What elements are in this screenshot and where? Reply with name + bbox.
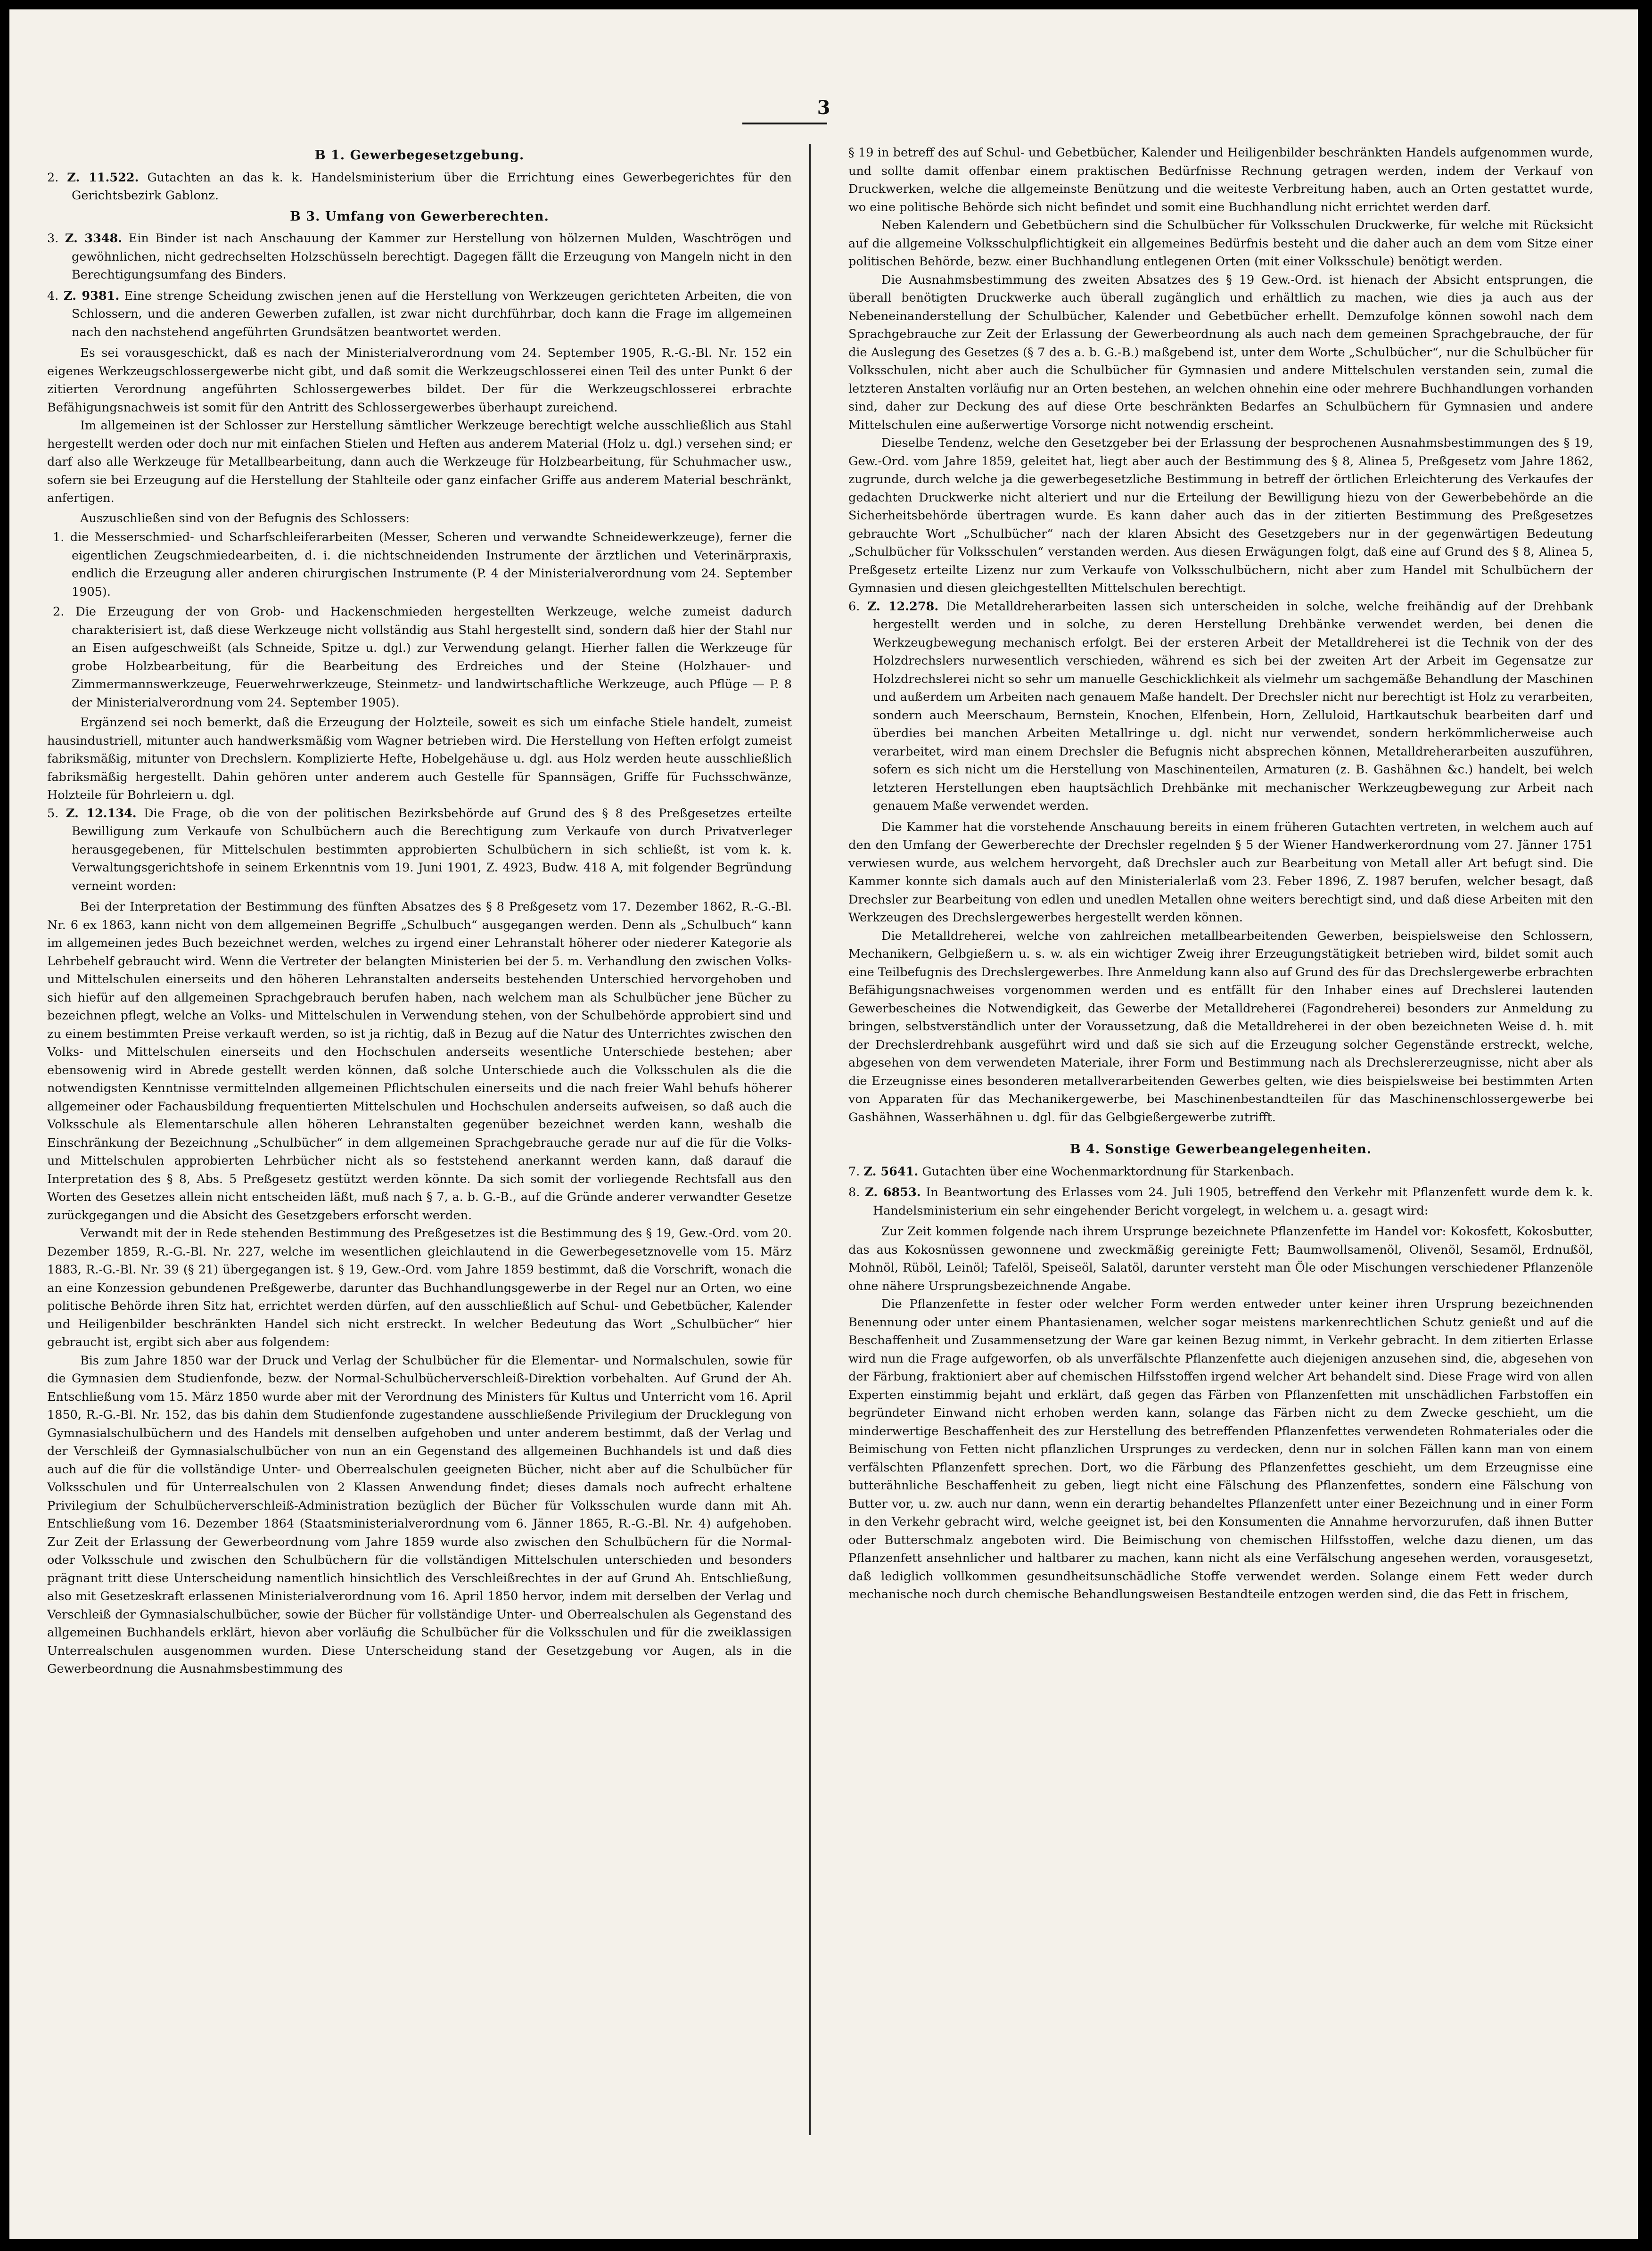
column-divider <box>809 144 811 2135</box>
exclusion-item-2: 2. Die Erzeugung der von Grob- und Hackenschmieden hergestellten Werkzeuge, welche zumeist dadurch charakterisiert ist, daß diese Werkzeuge nicht vollständig aus Stahl hergestellt sind, sondern daß hier der Stahl nur an Eisen aufgeschweißt (als Schneide, Spitze u. dgl.) zur Verwendung gelangt. Hierher fallen die Werkzeuge für grobe Holzbearbeitung, für die Bearbeitung des Erdreiches und der Steine (Holzhauer- und Zimmermannswerkzeuge, Feuerwehrwerkzeuge, Steinmetz- und landwirtschaftliche Werkzeuge, auch Pflüge — P. 8 der Ministerialverordnung vom 24. September 1905). <box>53 605 792 710</box>
paragraph: Die Kammer hat die vorstehende Anschauung bereits in einem früheren Gutachten vertreten, in welchem auch auf den den Umfang der Gewerberechte der Drechsler regelnden § 5 der Wiener Handwerkerordnung vom 27. Jänner 1751 verwiesen wurde, aus welchem hervorgeht, daß Drechsler auch zur Bearbeitung von Metall aller Art befugt sind. Die Kammer konnte sich damals auch auf den Ministerialerlaß vom 23. Feber 1896, Z. 1987 berufen, welcher besagt, daß Drechsler zur Bearbeitung von edlen und unedlen Metallen ohne weiters berechtigt sind, und daß diese Arbeiten mit den Werkzeugen des Drechslergewerbes hergestellt werden können. <box>848 820 1593 925</box>
page-number: 3 <box>817 97 830 119</box>
entry-text: Gutachten an das k. k. Handelsministerium über die Errichtung eines Gewerbegerichtes für den Gerichtsbezirk Gablonz. <box>72 170 792 203</box>
entry-text: Die Frage, ob die von der politischen Bezirksbehörde auf Grund des § 8 des Preßgesetzes erteilte Bewilligung zum Verkaufe von Schulbüchern auch die Berechtigung zum Verkaufe von durch Privatverleger herausgegebenen, für Mittelschulen bestimmten approbierten Schulbüchern in sich schließt, ist vom k. k. Verwaltungsgerichtshofe in seinem Erkenntnis vom 19. Juni 1901, Z. 4923, Budw. 418 A, mit folgender Begründung verneint worden: <box>72 806 792 893</box>
entry-number: 2. <box>47 170 59 185</box>
entry-reference: Z. 12.278. <box>867 599 939 614</box>
entry-reference: Z. 9381. <box>63 288 120 303</box>
entry-2 <box>47 169 792 205</box>
entry-reference: Z. 11.522. <box>67 170 139 185</box>
page-number-rule <box>742 123 827 124</box>
entry-8 <box>848 1183 1593 1220</box>
paragraph: Bis zum Jahre 1850 war der Druck und Verlag der Schulbücher für die Elementar- und Normalschulen, sowie für die Gymnasien dem Studienfonde, bezw. der Normal-Schulbücherverschleiß-Direktion vorbehalten. Auf Grund der Ah. Entschließung vom 15. März 1850 wurde aber mit der Verordnung des Ministers für Kultus und Unterricht vom 16. April 1850, R.-G.-Bl. Nr. 152, das bis dahin dem Studienfonde zugestandene ausschließende Privilegium der Drucklegung von Gymnasialschulbüchern und des Handels mit denselben aufgehoben und unter anderem bestimmt, daß der Verlag und der Verschleiß der Gymnasialschulbücher von nun an ein Gegenstand des allgemeinen Buchhandels ist und daß dies auch auf die für die vollständige Unter- und Oberrealschulen geeigneten Bücher, nicht aber auf die Schulbücher für Volksschulen und für Unterrealschulen von 2 Klassen Anwendung findet; dieses damals noch aufrecht erhaltene Privilegium der Schulbücherverschleiß-Administration bezüglich der Bücher für Volksschulen wurde dann mit Ah. Entschließung vom 16. Dezember 1864 (Staatsministerialverordnung vom 6. Jänner 1865, R.-G.-Bl. Nr. 4) aufgehoben. Zur Zeit der Erlassung der Gewerbeordnung vom Jahre 1859 wurde also zwischen den Schulbüchern für die Normal- oder Volksschule und zwischen den Schulbüchern für die vollständigen Mittelschulen unterschieden und besonders prägnant tritt diese Unterscheidung namentlich hinsichtlich des Verschleißrechtes in der auf Grund Ah. Entschließung, also mit Gesetzeskraft erlassenen Ministerialverordnung vom 16. April 1850 hervor, indem mit derselben der Verlag und Verschleiß der Gymnasialschulbücher, sowie der Bücher für vollständige Unter- und Oberrealschulen als Gegenstand des allgemeinen Buchhandels erklärt, hievon aber vorläufig die Schulbücher für die Volksschulen und für die zweiklassigen Unterrealschulen ausgenommen wurden. Diese Unterscheidung stand der Gesetzgebung vor Augen, als in die Gewerbeordnung die Ausnahmsbestimmung des <box>47 1353 792 1676</box>
paragraph: Neben Kalendern und Gebetbüchern sind die Schulbücher für Volksschulen Druckwerke, für welche mit Rücksicht auf die allgemeine Volksschulpflichtigkeit ein allgemeines Bedürfnis besteht und die daher auch an dem vom Sitze einer politischen Behörde, bezw. einer Buchhandlung entlegenen Orten (mit einer Volksschule) benötigt werden. <box>848 218 1593 269</box>
entry-reference: Z. 12.134. <box>66 806 137 821</box>
entry-7 <box>848 1163 1593 1181</box>
entry-6 <box>848 598 1593 815</box>
entry-number: 5. <box>47 806 59 821</box>
paragraph: Dieselbe Tendenz, welche den Gesetzgeber bei der Erlassung der besprochenen Ausnahmsbestimmungen des § 19, Gew.-Ord. vom Jahre 1859, geleitet hat, liegt aber auch der Bestimmung des § 8, Alinea 5, Preßgesetz vom Jahre 1862, zugrunde, durch welche ja die gewerbegesetzliche Bestimmung in betreff der örtlichen Erleichterung des Verkaufes der gedachten Druckwerke nicht alteriert und nur die Erteilung der Bewilligung hiezu von der Gewerbebehörde an die Sicherheitsbehörde übertragen wurde. Es kann daher auch das in der zitierten Bestimmung des Preßgesetzes gebrauchte Wort „Schulbücher“ nach der klaren Absicht des Gesetzgebers nur in der gegenwärtigen Bedeutung „Schulbücher für Volksschulen“ verstanden werden. Aus diesen Erwägungen folgt, daß eine auf Grund des § 8, Alinea 5, Preßgesetz erteilte Lizenz nur zum Verkaufe von Volksschulbüchern, nicht aber zum Handel mit Schulbüchern der Gymnasien und diesen gleichgestellten Mittelschulen berechtigt. <box>848 436 1593 595</box>
entry-number: 4. <box>47 288 59 303</box>
entry-reference: Z. 5641. <box>863 1164 919 1179</box>
entry-number: 7. <box>848 1164 860 1179</box>
paragraph: Es sei vorausgeschickt, daß es nach der Ministerialverordnung vom 24. September 1905, R.-G.-Bl. Nr. 152 ein eigenes Werkzeugschlossergewerbe nicht gibt, und daß somit die Werkzeugschlosserei einen Teil des unter Punkt 6 der zitierten Verordnung angeführten Schlossergewerbes bildet. Der für die Werkzeugschlosserei erbrachte Befähigungsnachweis ist somit für den Antritt des Schlossergewerbes überhaupt zureichend. <box>47 346 792 415</box>
paragraph: Zur Zeit kommen folgende nach ihrem Ursprunge bezeichnete Pflanzenfette im Handel vor: Kokosfett, Kokosbutter, das aus Kokosnüssen gewonnene und zweckmäßig gereinigte Fett; Baumwollsamenöl, Olivenöl, Sesamöl, Erdnußöl, Mohnöl, Rüböl, Leinöl; Tafelöl, Speiseöl, Salatöl, darunter versteht man Öle oder Mischungen verschiedener Pflanzenöle ohne nähere Ursprungsbezeichnende Angabe. <box>848 1224 1593 1293</box>
entry-5 <box>47 805 792 895</box>
paragraph: Ergänzend sei noch bemerkt, daß die Erzeugung der Holzteile, soweit es sich um einfache Stiele handelt, zumeist hausindustriell, mitunter auch handwerksmäßig vom Wagner betrieben wird. Die Herstellung von Heften erfolgt zumeist fabriksmäßig, mitunter von Drechslern. Komplizierte Hefte, Hobelgehäuse u. dgl. aus Holz werden heute ausschließlich fabriksmäßig hergestellt. Dahin gehören unter anderem auch Gestelle für Spannsägen, Griffe für Fuchsschwänze, Holzteile für Bohrleiern u. dgl. <box>47 715 792 802</box>
entry-number: 8. <box>848 1185 860 1199</box>
paragraph: Die Pflanzenfette in fester oder welcher Form werden entweder unter keiner ihren Ursprung bezeichnenden Benennung oder unter einem Phantasienamen, welcher sogar meistens markenrechtlichen Schutz genießt und auf die Beschaffenheit und Zusammensetzung der Ware gar keinen Bezug nimmt, in Verkehr gebracht. In dem zitierten Erlasse wird nun die Frage aufgeworfen, ob als unverfälschte Pflanzenfette auch diejenigen anzusehen sind, die, abgesehen von der Färbung, fraktioniert aber auf chemischen Hilfsstoffen irgend welcher Art behandelt sind. Diese Frage wird von allen Experten einstimmig bejaht und erklärt, daß gegen das Färben von Pflanzenfetten mit unschädlichen Farbstoffen ein begründeter Einwand nicht erhoben werden kann, solange das Färben nicht zu dem Zwecke geschieht, um die minderwertige Beschaffenheit des zur Herstellung des betreffenden Pflanzenfettes verwendeten Rohmateriales oder die Beimischung von Fetten nicht pflanzlichen Ursprunges zu verdecken, denn nur in solchen Fällen kann man von einem verfälschten Pflanzenfett sprechen. Dort, wo die Färbung des Pflanzenfettes geschieht, um dem Erzeugnisse eine butterähnliche Beschaffenheit zu geben, liegt nicht eine Fälschung des Pflanzenfettes, sondern eine Fälschung von Butter vor, u. zw. auch nur dann, wenn ein derartig behandeltes Pflanzenfett unter einer Bezeichnung und in einer Form in den Verkehr gebracht wird, welche geeignet ist, bei den Konsumenten die Annahme hervorzurufen, daß ihnen Butter oder Butterschmalz angeboten wird. Die Beimischung von chemischen Hilfsstoffen, welche dazu dienen, um das Pflanzenfett ansehnlicher und haltbarer zu machen, kann nicht als eine Verfälschung angesehen werden, vorausgesetzt, daß lediglich vollkommen gesundheitsunschädliche Stoffe verwendet werden. Solange einem Fett weder durch mechanische noch durch chemische Behandlungsweisen Bestandteile entzogen werden sind, die das Fett in frischem, <box>848 1297 1593 1602</box>
section-heading-b1: B 1. Gewerbegesetzgebung. <box>314 148 525 163</box>
entry-text: Gutachten über eine Wochenmarktordnung für Starkenbach. <box>922 1164 1294 1179</box>
exclusions-intro: Auszuschließen sind von der Befugnis des Schlossers: <box>80 511 410 526</box>
paragraph: Verwandt mit der in Rede stehenden Bestimmung des Preßgesetzes ist die Bestimmung des § 19, Gew.-Ord. vom 20. Dezember 1859, R.-G.-Bl. Nr. 227, welche im wesentlichen gleichlautend in die Gewerbegesetznovelle vom 15. März 1883, R.-G.-Bl. Nr. 39 (§ 21) übergegangen ist. § 19, Gew.-Ord. vom Jahre 1859 bestimmt, daß die Vorschrift, wonach die an eine Konzession gebundenen Preßgewerbe, darunter das Buchhandlungsgewerbe in der Regel nur an Orten, wo eine politische Behörde ihren Sitz hat, errichtet werden dürfen, auf den ausschließlich auf Schul- und Gebetbücher, Kalender und Heiligenbilder beschränkten Handel sich nicht erstreckt. In welcher Bedeutung das Wort „Schulbücher“ hier gebraucht ist, ergibt sich aber aus folgendem: <box>47 1226 792 1349</box>
entry-reference: Z. 6853. <box>865 1185 921 1199</box>
entry-3 <box>47 230 792 284</box>
document-page <box>9 9 1638 2239</box>
right-column <box>848 144 1593 2161</box>
section-heading-b3: B 3. Umfang von Gewerberechten. <box>290 209 549 224</box>
section-heading-b4: B 4. Sonstige Gewerbeangelegenheiten. <box>1069 1142 1372 1157</box>
entry-number: 3. <box>47 231 59 246</box>
entry-reference: Z. 3348. <box>65 231 123 246</box>
left-column <box>47 144 792 2161</box>
entry-number: 6. <box>848 599 860 614</box>
exclusion-item-1: 1. die Messerschmied- und Scharfschleiferarbeiten (Messer, Scheren und verwandte Schneidewerkzeuge), ferner die eigentlichen Zeugschmiedearbeiten, d. i. die nichtschneidenden Instrumente der ärztlichen und Veterinärpraxis, endlich die Erzeugung aller anderen chirurgischen Instrumente (P. 4 der Ministerialverordnung vom 24. September 1905). <box>53 530 792 599</box>
paragraph: Die Metalldreherei, welche von zahlreichen metallbearbeitenden Gewerben, beispielsweise den Schlossern, Mechanikern, Gelbgießern u. s. w. als ein wichtiger Zweig ihrer Erzeugungstätigkeit betrieben wird, bildet somit auch eine Teilbefugnis des Drechslergewerbes. Ihre Anmeldung kann also auf Grund des für das Drechslergewerbe erbrachten Befähigungsnachweises vorgenommen werden und es entfällt für den Inhaber eines auf Drechslerei lautenden Gewerbescheines die Notwendigkeit, das Gewerbe der Metalldreherei (Fagondreherei) besonders zur Anmeldung zu bringen, selbstverständlich unter der Voraussetzung, daß die Metalldreherei in der oben bezeichneten Weise d. h. mit der Drechslerdrehbank ausgeführt wird und daß sie sich auf die Erzeugung solcher Gegenstände erstreckt, welche, abgesehen von dem verwendeten Materiale, ihrer Form und Bestimmung nach als Drechslererzeugnisse, nicht aber als die Erzeugnisse eines besonderen metallverarbeitenden Gewerbes gelten, wie dies beispielsweise bei bestimmten Arten von Apparaten für das Mechanikergewerbe, bei Maschinenbestandteilen für das Maschinenschlossergewerbe bei Gashähnen, Wasserhähnen u. dgl. für das Gelbgießergewerbe zutrifft. <box>848 928 1593 1125</box>
entry-text: Ein Binder ist nach Anschauung der Kammer zur Herstellung von hölzernen Mulden, Waschtrögen und gewöhnlichen, nicht gedrechselten Holzschüsseln berechtigt. Dagegen fällt die Erzeugung von Mangeln nicht in den Berechtigungsumfang des Binders. <box>72 231 792 282</box>
paragraph: Bei der Interpretation der Bestimmung des fünften Absatzes des § 8 Preßgesetz vom 17. Dezember 1862, R.-G.-Bl. Nr. 6 ex 1863, kann nicht von dem allgemeinen Begriffe „Schulbuch“ ausgegangen werden. Denn als „Schulbuch“ kann im allgemeinen jedes Buch bezeichnet werden, welches zu irgend einer Lehranstalt höherer oder niederer Kategorie als Lehrbehelf gebraucht wird. Wenn die Vertreter der belangten Ministerien bei der 5. m. Verhandlung den zwischen Volks- und Mittelschulen einerseits und den höheren Lehranstalten anderseits bestehenden Unterschied hervorgehoben und sich hiefür auf den allgemeinen Sprachgebrauch berufen haben, nach welchem man als Schulbücher jene Bücher zu bezeichnen pflegt, welche an Volks- und Mittelschulen in Verwendung stehen, von der Schulbehörde approbiert sind und zu einem bestimmten Preise verkauft werden, so ist ja richtig, daß in Bezug auf die Natur des Unterrichtes zwischen den Volks- und Mittelschulen einerseits und den Hochschulen anderseits wesentliche Unterschiede bestehen; aber ebensowenig wird in Abrede gestellt werden können, daß solche Unterschiede auch die Volksschulen als die die notwendigsten Kenntnisse vermittelnden allgemeinen Pflichtschulen einerseits und die nach freier Wahl behufs höherer allgemeiner oder Fachausbildung frequentierten Mittelschulen und Hochschulen anderseits aufweisen, so daß auch die Volksschule als Elementarschule allen höheren Lehranstalten gegenüber bezeichnet werden kann, weshalb die Einschränkung der Bezeichnung „Schulbücher“ in dem allgemeinen Sprachgebrauche gerade nur auf die für die Volks- und Mittelschulen approbierten Lehrbücher nicht als so feststehend anerkannt werden kann, daß darauf die Interpretation des § 8, Abs. 5 Preßgesetz gestützt werden könnte. Da sich somit der vorliegende Rechtsfall aus den Worten des Gesetzes allein nicht entscheiden läßt, muß nach § 7, a. b. G.-B., auf die Gründe anderer verwandter Gesetze zurückgegangen und die Absicht des Gesetzgebers erforscht werden. <box>47 900 792 1223</box>
paragraph: Die Ausnahmsbestimmung des zweiten Absatzes des § 19 Gew.-Ord. ist hienach der Absicht entsprungen, die überall benötigten Druckwerke auch überall zugänglich und erhältlich zu machen, wie dies ja auch aus der Nebeneinanderstellung der Schulbücher, Kalender und Gebetbücher erhellt. Demzufolge können sowohl nach dem Sprachgebrauche zur Zeit der Erlassung der Gewerbeordnung als auch nach dem gemeinen Sprachgebrauche, der für die Auslegung des Gesetzes (§ 7 des a. b. G.-B.) maßgebend ist, unter dem Worte „Schulbücher“, nur die Schulbücher für Volksschulen, nicht aber auch die Schulbücher für Gymnasien und andere Mittelschulen verstanden sein, zumal die letzteren Anstalten vorläufig nur an Orten bestehen, an welchen ohnehin eine oder mehrere Buchhandlungen vorhanden sind, daher zur Deckung des auf diese Orte beschränkten Bedarfes an Schulbüchern für Gymnasien und andere Mittelschulen eine außerwertige Vorsorge nicht notwendig erscheint. <box>848 272 1593 432</box>
entry-text: Die Metalldreherarbeiten lassen sich unterscheiden in solche, welche freihändig auf der Drehbank hergestellt werden und in solche, zu deren Herstellung Drehbänke verwendet werden, bei denen die Werkzeugbewegung mechanisch erfolgt. Bei der ersteren Arbeit der Metalldreherei ist die Technik von der des Holzdrechslers nurwesentlich verschieden, während es sich bei der zweiten Art der Arbeit im Gegensatze zur Holzdrechslerei nicht so sehr um manuelle Geschicklichkeit als vielmehr um sachgemäße Behandlung der Maschinen und außerdem um Arbeiten nach genauem Maße handelt. Der Drechsler nicht nur berechtigt ist Holz zu verarbeiten, sondern auch Meerschaum, Bernstein, Knochen, Elfenbein, Horn, Zelluloid, Hartkautschuk bearbeiten darf und überdies bei manchen Arbeiten Metallringe u. dgl. nicht nur verwendet, sondern herkömmlicherweise auch verarbeitet, wird man einem Drechsler die Befugnis nicht absprechen können, Metalldreherarbeiten auszuführen, sofern es sich nicht um die Herstellung von Maschinenteilen, Armaturen (z. B. Gashähnen &c.) handelt, bei welch letzteren Herstellungen eben hauptsächlich Drehbänke mit mechanischer Werkzeugbewegung zur Arbeit nach genauem Maße verwendet werden. <box>873 599 1593 813</box>
paragraph: Im allgemeinen ist der Schlosser zur Herstellung sämtlicher Werkzeuge berechtigt welche ausschließlich aus Stahl hergestellt werden oder doch nur mit einfachen Stielen und Heften aus anderem Material (Holz u. dgl.) versehen sind; er darf also alle Werkzeuge für Metallbearbeitung, dann auch die Werkzeuge für Holzbearbeitung, für Schuhmacher usw., sofern sie bei Erzeugung auf die Herstellung der Stahlteile oder ganz einfacher Griffe aus anderem Material beschränkt, anfertigen. <box>47 419 792 505</box>
paragraph: § 19 in betreff des auf Schul- und Gebetbücher, Kalender und Heiligenbilder beschränkten Handels aufgenommen wurde, und sollte damit offenbar einem praktischen Bedürfnisse Rechnung getragen werden, indem der Verkauf von Druckwerken, welche die allgemeinste Benützung und die weiteste Verbreitung haben, auch an Orten gestattet wurde, wo eine politische Behörde sich nicht befindet und somit eine Buchhandlung nicht errichtet werden darf. <box>848 146 1593 214</box>
entry-text: Eine strenge Scheidung zwischen jenen auf die Herstellung von Werkzeugen gerichteten Arbeiten, die von Schlossern, und die anderen Gewerben zufallen, ist zwar nicht durchführbar, doch kann die Frage im allgemeinen nach den nachstehend angeführten Grundsätzen beantwortet werden. <box>72 288 792 339</box>
entry-text: In Beantwortung des Erlasses vom 24. Juli 1905, betreffend den Verkehr mit Pflanzenfett wurde dem k. k. Handelsministerium ein sehr eingehender Bericht vorgelegt, in welchem u. a. gesagt wird: <box>873 1185 1593 1218</box>
entry-4 <box>47 287 792 342</box>
